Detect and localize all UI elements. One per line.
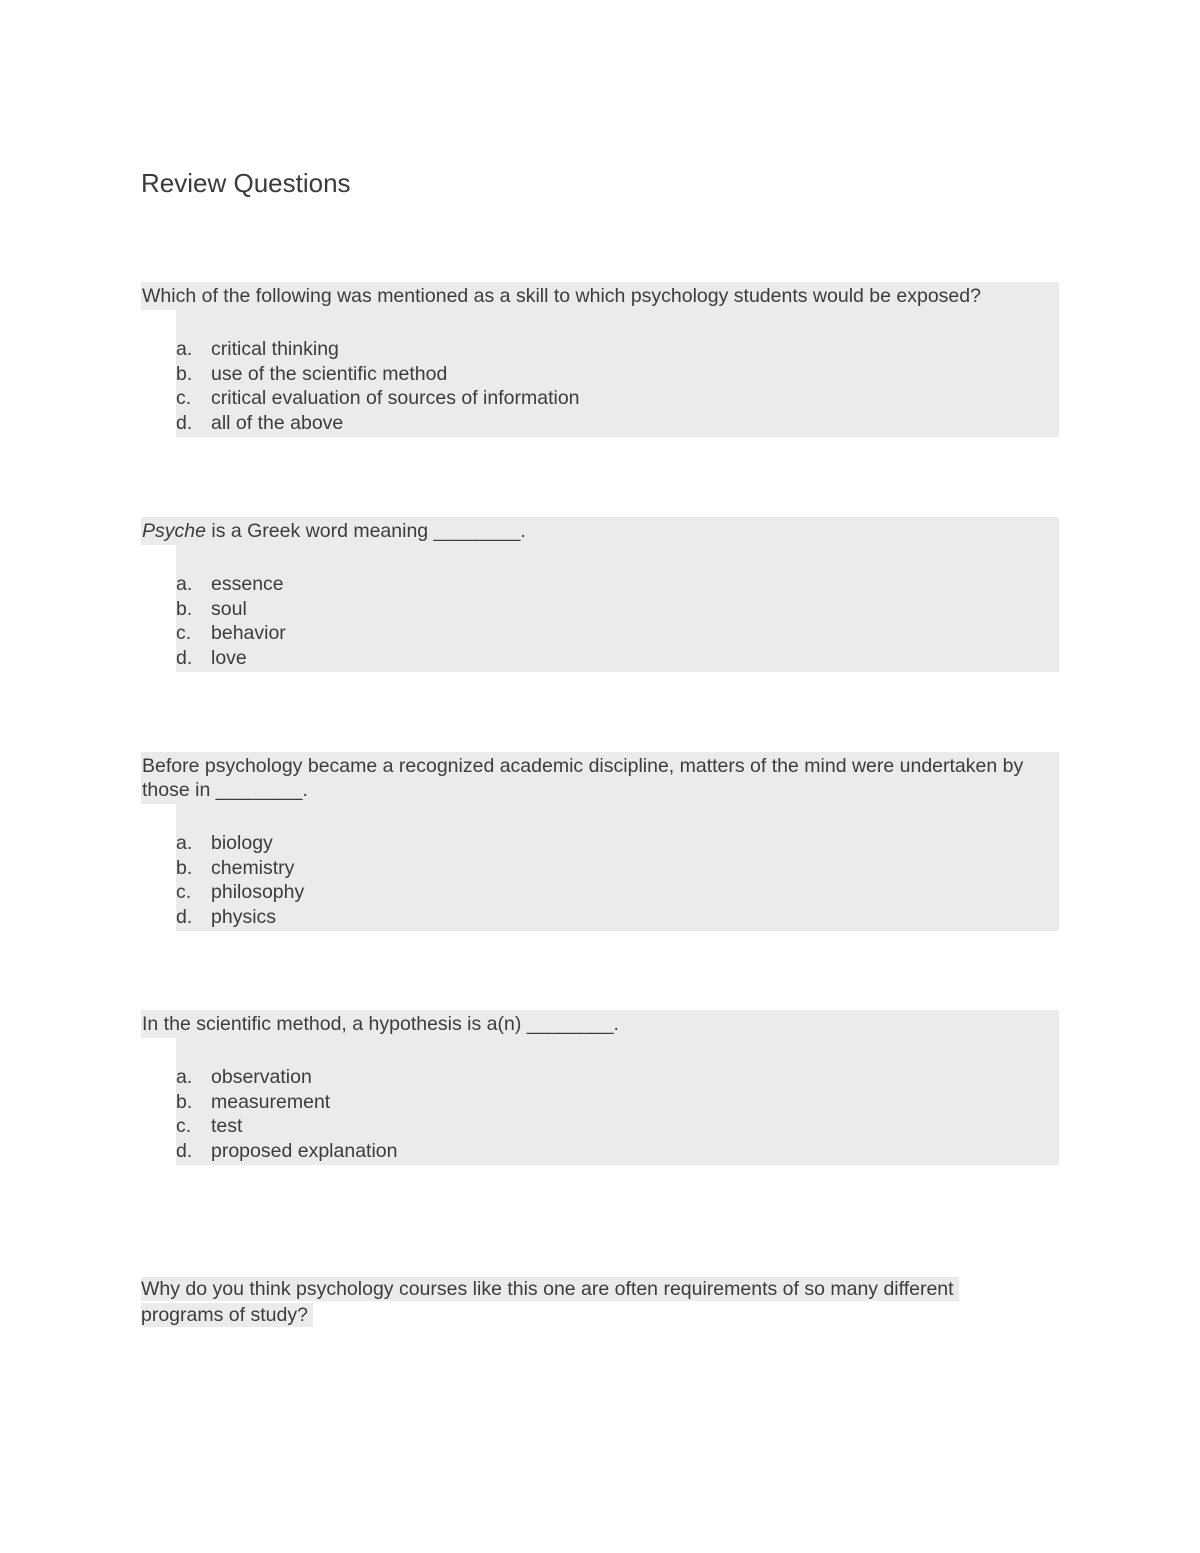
option-letter: d. [176, 905, 193, 928]
question-4-stem [141, 1010, 1059, 1038]
option-text: observation [211, 1066, 312, 1088]
question-1-stem-text: Which of the following was mentioned as a skill to which psychology students would be exposed? [142, 285, 981, 307]
option-letter: a. [176, 832, 193, 854]
question-3-options [176, 804, 1059, 931]
option [176, 856, 1059, 881]
option-text: critical thinking [211, 338, 339, 360]
option [176, 905, 1059, 930]
option-letter: b. [176, 597, 193, 620]
option-letter: c. [176, 622, 192, 644]
option-text: biology [211, 832, 273, 854]
question-2-stem-italic: Psyche [142, 520, 206, 542]
option-text: physics [211, 905, 277, 928]
option-letter: a. [176, 573, 193, 595]
option [176, 386, 1059, 411]
open-question-line-1: Why do you think psychology courses like this one are often requirements of so many different [141, 1277, 959, 1301]
question-1 [141, 282, 1059, 437]
option-letter: d. [176, 411, 193, 434]
option-text: use of the scientific method [211, 362, 448, 385]
option [176, 337, 1059, 362]
option [176, 621, 1059, 646]
question-4-stem-text: In the scientific method, a hypothesis is a(n) ________. [142, 1013, 619, 1035]
option-letter: d. [176, 1139, 193, 1162]
option [176, 1065, 1059, 1090]
option-text: essence [211, 573, 284, 595]
option-text: chemistry [211, 856, 295, 879]
option-letter: b. [176, 856, 193, 879]
option [176, 572, 1059, 597]
option-letter: c. [176, 387, 192, 409]
option-text: proposed explanation [211, 1139, 398, 1162]
question-2 [141, 517, 1059, 672]
option [176, 1090, 1059, 1115]
option-letter: d. [176, 646, 193, 669]
option-text: love [211, 646, 247, 669]
open-question-line-2: programs of study? [141, 1303, 313, 1327]
option-text: all of the above [211, 411, 344, 434]
question-2-stem [141, 517, 1059, 545]
option-text: measurement [211, 1090, 331, 1113]
option [176, 880, 1059, 905]
question-1-stem [141, 282, 1059, 310]
page-title: Review Questions [141, 168, 351, 198]
option [176, 831, 1059, 856]
option [176, 411, 1059, 436]
question-3-stem [141, 752, 1059, 804]
option-letter: b. [176, 362, 193, 385]
option [176, 597, 1059, 622]
option-letter: b. [176, 1090, 193, 1113]
option-letter: c. [176, 1115, 192, 1137]
question-1-options [176, 310, 1059, 437]
option-letter: a. [176, 338, 193, 360]
option-text: philosophy [211, 881, 305, 903]
question-3 [141, 752, 1059, 931]
option [176, 1139, 1059, 1164]
option [176, 362, 1059, 387]
option-letter: a. [176, 1066, 193, 1088]
question-3-stem-text: Before psychology became a recognized academic discipline, matters of the mind were undertaken by those in ________. [142, 755, 1024, 801]
option-text: critical evaluation of sources of information [211, 387, 580, 409]
option-text: test [211, 1115, 243, 1137]
question-4-options [176, 1038, 1059, 1165]
option-text: behavior [211, 622, 286, 644]
option [176, 646, 1059, 671]
open-question [141, 1276, 1011, 1328]
question-2-stem-text: is a Greek word meaning ________. [205, 520, 526, 542]
option-letter: c. [176, 881, 192, 903]
option [176, 1114, 1059, 1139]
question-4 [141, 1010, 1059, 1165]
option-text: soul [211, 597, 247, 620]
question-2-options [176, 545, 1059, 672]
